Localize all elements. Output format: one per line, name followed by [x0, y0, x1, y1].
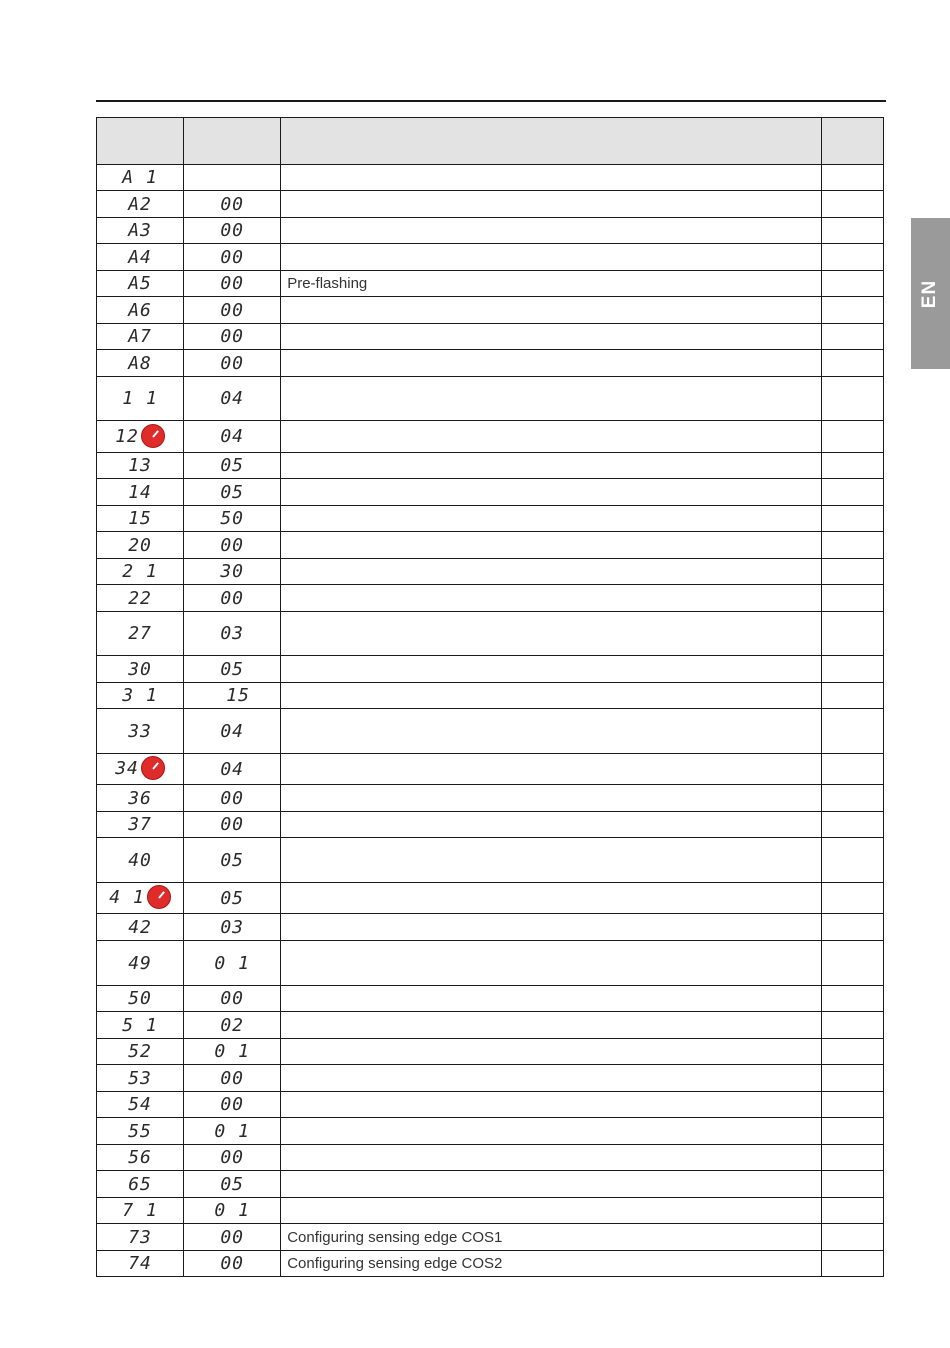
table-row — [97, 1092, 884, 1118]
description-cell — [281, 165, 822, 191]
parameter-code-cell — [97, 1145, 184, 1171]
parameter-code-cell — [97, 324, 184, 350]
setting-cell — [821, 191, 883, 218]
easy-setup-icon — [147, 885, 171, 909]
table-row — [97, 1065, 884, 1092]
header-cell-description — [281, 118, 822, 165]
parameter-code: 5 1 — [122, 1014, 158, 1036]
default-value-cell: 04 — [184, 377, 281, 421]
description-cell — [281, 754, 822, 785]
table-row — [97, 453, 884, 479]
parameter-code-cell — [97, 1224, 184, 1251]
language-tab — [911, 218, 950, 369]
parameter-code-cell — [97, 218, 184, 244]
parameter-code-cell — [97, 532, 184, 559]
parameter-code-cell — [97, 1092, 184, 1118]
description-cell — [281, 656, 822, 683]
description-cell — [281, 453, 822, 479]
table-row — [97, 324, 884, 350]
description-cell — [281, 785, 822, 812]
parameter-code-cell — [97, 585, 184, 612]
description-cell — [281, 297, 822, 324]
parameter-code-cell — [97, 1251, 184, 1277]
description-cell — [281, 218, 822, 244]
default-value-cell: 00 — [184, 191, 281, 218]
default-value-cell: 05 — [184, 1171, 281, 1198]
description-cell — [281, 914, 822, 941]
parameter-code-cell — [97, 1171, 184, 1198]
setting-cell — [821, 1198, 883, 1224]
default-value-cell: 00 — [184, 244, 281, 271]
parameter-code-cell — [97, 914, 184, 941]
setting-cell — [821, 559, 883, 585]
default-value-cell: 0 1 — [184, 941, 281, 986]
table-row — [97, 986, 884, 1012]
description-cell — [281, 1065, 822, 1092]
table-header-row — [97, 118, 884, 165]
setting-cell — [821, 218, 883, 244]
parameter-code: 42 — [128, 916, 152, 938]
table-row — [97, 350, 884, 377]
table-row — [97, 838, 884, 883]
table-row — [97, 532, 884, 559]
parameter-code: 30 — [128, 658, 152, 680]
description-cell: Configuring sensing edge COS1 — [281, 1224, 822, 1251]
parameter-code: A 1 — [122, 167, 158, 188]
description-cell — [281, 559, 822, 585]
default-value-cell: 00 — [184, 785, 281, 812]
table-row — [97, 914, 884, 941]
parameter-code: 12 — [115, 425, 139, 447]
setting-cell — [821, 453, 883, 479]
parameter-code-cell — [97, 785, 184, 812]
parameter-code: 37 — [128, 814, 152, 835]
setting-cell — [821, 1065, 883, 1092]
setting-cell — [821, 506, 883, 532]
description-cell — [281, 1145, 822, 1171]
default-value-cell: 0 1 — [184, 1198, 281, 1224]
default-value-cell: 00 — [184, 585, 281, 612]
setting-cell — [821, 812, 883, 838]
table-row — [97, 754, 884, 785]
setting-cell — [821, 377, 883, 421]
parameter-code: 50 — [128, 988, 152, 1009]
table-row — [97, 1118, 884, 1145]
default-value-cell: 00 — [184, 986, 281, 1012]
header-cell-default — [184, 118, 281, 165]
parameter-code-cell — [97, 377, 184, 421]
parameter-code: A8 — [128, 352, 152, 374]
parameter-code: 22 — [128, 587, 152, 609]
parameter-code-cell — [97, 297, 184, 324]
parameter-code-cell — [97, 271, 184, 297]
description-cell — [281, 506, 822, 532]
parameter-code: 34 — [115, 758, 139, 779]
table-row — [97, 377, 884, 421]
setting-cell — [821, 297, 883, 324]
setting-cell — [821, 883, 883, 914]
description-cell — [281, 683, 822, 709]
default-value-cell: 15 — [184, 683, 281, 709]
default-value-cell: 03 — [184, 914, 281, 941]
parameter-code-cell — [97, 421, 184, 453]
setting-cell — [821, 350, 883, 377]
setting-cell — [821, 612, 883, 656]
parameter-code: A7 — [128, 326, 152, 347]
table-row — [97, 1039, 884, 1065]
default-value-cell: 04 — [184, 709, 281, 754]
description-cell — [281, 1012, 822, 1039]
table-row — [97, 585, 884, 612]
parameter-code-cell — [97, 191, 184, 218]
parameter-code: A5 — [128, 273, 152, 294]
table-row — [97, 1224, 884, 1251]
parameter-code-cell — [97, 656, 184, 683]
parameter-code: 13 — [128, 455, 152, 476]
table-row — [97, 297, 884, 324]
parameter-code: 73 — [128, 1226, 152, 1248]
default-value-cell: 00 — [184, 218, 281, 244]
description-cell — [281, 350, 822, 377]
description-cell — [281, 986, 822, 1012]
table-row — [97, 1145, 884, 1171]
table-row — [97, 941, 884, 986]
description-cell — [281, 244, 822, 271]
setting-cell — [821, 532, 883, 559]
parameter-code: A4 — [128, 246, 152, 268]
default-value-cell: 05 — [184, 479, 281, 506]
default-value-cell: 00 — [184, 812, 281, 838]
default-value-cell: 05 — [184, 883, 281, 914]
table-row — [97, 683, 884, 709]
default-value-cell: 04 — [184, 754, 281, 785]
default-value-cell: 00 — [184, 1092, 281, 1118]
setting-cell — [821, 941, 883, 986]
setting-cell — [821, 1118, 883, 1145]
parameter-table-body — [97, 118, 884, 1277]
default-value-cell: 30 — [184, 559, 281, 585]
parameter-code-cell — [97, 1039, 184, 1065]
default-value-cell: 00 — [184, 1251, 281, 1277]
parameter-code: 3 1 — [122, 685, 158, 706]
setting-cell — [821, 683, 883, 709]
table-row — [97, 218, 884, 244]
parameter-code: 52 — [128, 1041, 152, 1062]
parameter-code: 15 — [128, 508, 152, 529]
parameter-code: 14 — [128, 481, 152, 503]
default-value-cell — [184, 165, 281, 191]
table-row — [97, 165, 884, 191]
description-cell — [281, 1092, 822, 1118]
parameter-code-cell — [97, 709, 184, 754]
default-value-cell: 00 — [184, 532, 281, 559]
parameter-code: A6 — [128, 299, 152, 321]
setting-cell — [821, 271, 883, 297]
parameter-code-cell — [97, 350, 184, 377]
table-row — [97, 709, 884, 754]
parameter-code-cell — [97, 838, 184, 883]
table-row — [97, 559, 884, 585]
parameter-code-cell — [97, 506, 184, 532]
parameter-code-cell — [97, 244, 184, 271]
default-value-cell: 50 — [184, 506, 281, 532]
description-cell — [281, 812, 822, 838]
setting-cell — [821, 165, 883, 191]
header-cell-parameter — [97, 118, 184, 165]
setting-cell — [821, 1145, 883, 1171]
setting-cell — [821, 986, 883, 1012]
default-value-cell: 05 — [184, 656, 281, 683]
parameter-code-cell — [97, 559, 184, 585]
description-cell — [281, 1171, 822, 1198]
parameter-code-cell — [97, 754, 184, 785]
table-row — [97, 1171, 884, 1198]
default-value-cell: 04 — [184, 421, 281, 453]
default-value-cell: 05 — [184, 453, 281, 479]
parameter-code-cell — [97, 941, 184, 986]
description-cell — [281, 941, 822, 986]
setting-cell — [821, 479, 883, 506]
top-rule — [96, 100, 886, 102]
description-cell — [281, 421, 822, 453]
default-value-cell: 00 — [184, 271, 281, 297]
parameter-code-cell — [97, 1118, 184, 1145]
parameter-code: 2 1 — [122, 561, 158, 582]
parameter-code: 54 — [128, 1094, 152, 1115]
default-value-cell: 05 — [184, 838, 281, 883]
setting-cell — [821, 324, 883, 350]
table-row — [97, 479, 884, 506]
description-cell — [281, 1118, 822, 1145]
setting-cell — [821, 244, 883, 271]
table-row — [97, 1012, 884, 1039]
parameter-code-cell — [97, 1198, 184, 1224]
table-row — [97, 506, 884, 532]
setting-cell — [821, 754, 883, 785]
parameter-code: 55 — [128, 1120, 152, 1142]
description-cell — [281, 1198, 822, 1224]
parameter-code-cell — [97, 883, 184, 914]
parameter-code: 40 — [128, 849, 152, 871]
language-tab-label: EN — [919, 279, 941, 308]
setting-cell — [821, 914, 883, 941]
easy-setup-icon — [141, 424, 165, 448]
description-cell — [281, 838, 822, 883]
setting-cell — [821, 1224, 883, 1251]
table-row — [97, 191, 884, 218]
parameter-code: 33 — [128, 720, 152, 742]
parameter-code-cell — [97, 986, 184, 1012]
setting-cell — [821, 421, 883, 453]
parameter-code: 74 — [128, 1253, 152, 1274]
table-row — [97, 421, 884, 453]
default-value-cell: 0 1 — [184, 1039, 281, 1065]
setting-cell — [821, 1171, 883, 1198]
parameter-code: 4 1 — [109, 887, 145, 908]
parameter-code: 49 — [128, 952, 152, 974]
setting-cell — [821, 585, 883, 612]
description-cell — [281, 883, 822, 914]
header-cell-setting — [821, 118, 883, 165]
table-row — [97, 1198, 884, 1224]
parameter-code-cell — [97, 453, 184, 479]
parameter-code: 7 1 — [122, 1200, 158, 1221]
description-cell — [281, 479, 822, 506]
table-row — [97, 785, 884, 812]
parameter-code-cell — [97, 812, 184, 838]
description-cell: Configuring sensing edge COS2 — [281, 1251, 822, 1277]
description-cell — [281, 532, 822, 559]
table-row — [97, 244, 884, 271]
parameter-table — [96, 117, 884, 1277]
description-cell: Pre-flashing — [281, 271, 822, 297]
description-cell — [281, 191, 822, 218]
description-cell — [281, 1039, 822, 1065]
default-value-cell: 00 — [184, 297, 281, 324]
description-cell — [281, 709, 822, 754]
description-cell — [281, 612, 822, 656]
setting-cell — [821, 1092, 883, 1118]
table-row — [97, 612, 884, 656]
setting-cell — [821, 709, 883, 754]
default-value-cell: 00 — [184, 350, 281, 377]
parameter-code: 65 — [128, 1173, 152, 1195]
default-value-cell: 00 — [184, 1065, 281, 1092]
parameter-code: 56 — [128, 1147, 152, 1168]
easy-setup-icon — [141, 756, 165, 780]
setting-cell — [821, 1039, 883, 1065]
parameter-code: 53 — [128, 1067, 152, 1089]
parameter-code-cell — [97, 683, 184, 709]
setting-cell — [821, 1012, 883, 1039]
setting-cell — [821, 838, 883, 883]
setting-cell — [821, 656, 883, 683]
parameter-code-cell — [97, 1065, 184, 1092]
default-value-cell: 03 — [184, 612, 281, 656]
table-row — [97, 883, 884, 914]
parameter-code: 27 — [128, 623, 152, 644]
parameter-code: A2 — [128, 193, 152, 215]
parameter-code: 1 1 — [122, 388, 158, 409]
table-row — [97, 271, 884, 297]
default-value-cell: 00 — [184, 1224, 281, 1251]
setting-cell — [821, 785, 883, 812]
table-row — [97, 656, 884, 683]
parameter-code-cell — [97, 165, 184, 191]
default-value-cell: 02 — [184, 1012, 281, 1039]
setting-cell — [821, 1251, 883, 1277]
parameter-code-cell — [97, 479, 184, 506]
description-cell — [281, 377, 822, 421]
description-cell — [281, 324, 822, 350]
parameter-code: 20 — [128, 534, 152, 556]
default-value-cell: 00 — [184, 324, 281, 350]
default-value-cell: 00 — [184, 1145, 281, 1171]
parameter-code: 36 — [128, 787, 152, 809]
parameter-code-cell — [97, 1012, 184, 1039]
default-value-cell: 0 1 — [184, 1118, 281, 1145]
table-row — [97, 1251, 884, 1277]
description-cell — [281, 585, 822, 612]
parameter-code-cell — [97, 612, 184, 656]
parameter-code: A3 — [128, 220, 152, 241]
table-row — [97, 812, 884, 838]
